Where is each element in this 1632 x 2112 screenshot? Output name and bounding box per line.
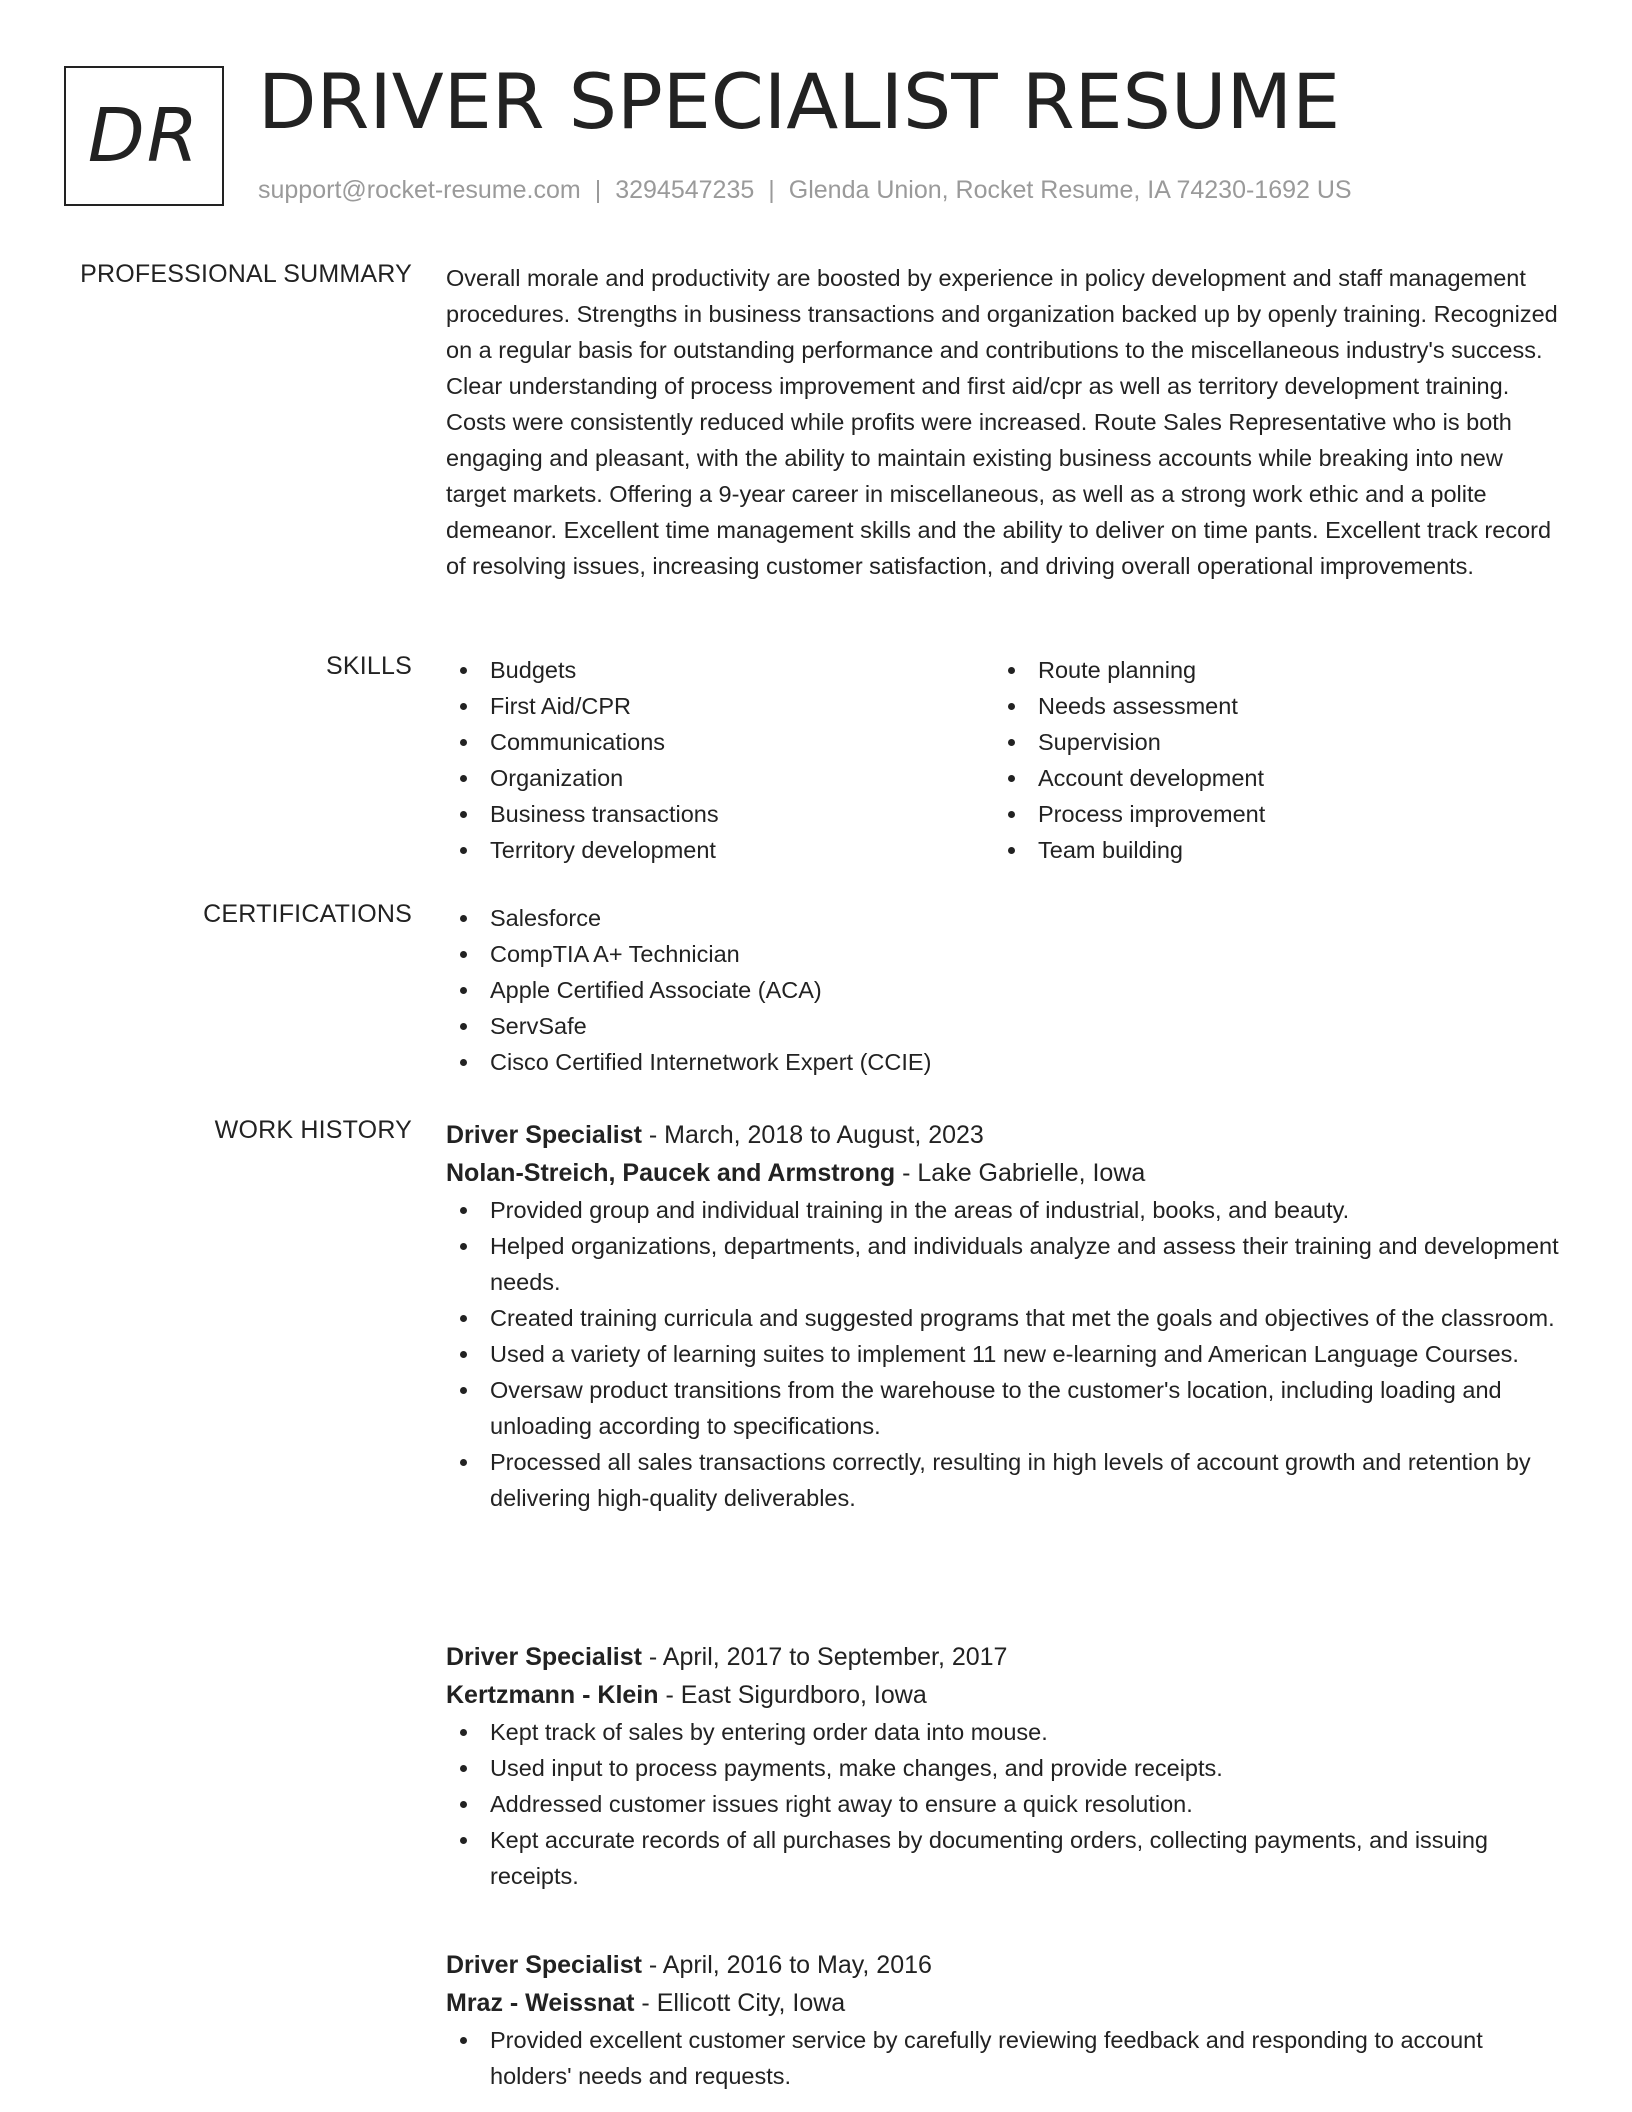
skill-item: Organization	[446, 760, 994, 796]
skills-grid	[446, 652, 1561, 868]
job-entry	[446, 1638, 1561, 1894]
job-duty: Used a variety of learning suites to implement 11 new e-learning and American Language Courses.	[446, 1336, 1561, 1372]
certification-item: Cisco Certified Internetwork Expert (CCIE)	[446, 1044, 1561, 1080]
job-entry	[446, 1116, 1561, 1516]
skill-item: Territory development	[446, 832, 994, 868]
job-duties-list	[446, 1714, 1561, 1894]
monogram-initials: DR	[87, 93, 201, 179]
job-duty: Helped organizations, departments, and individuals analyze and assess their training and development needs.	[446, 1228, 1561, 1300]
job-duty: Provided group and individual training in the areas of industrial, books, and beauty.	[446, 1192, 1561, 1228]
job-title-line	[446, 1946, 1561, 1984]
job-company-line	[446, 1676, 1561, 1714]
job-location: - Ellicott City, Iowa	[634, 1989, 846, 2017]
contact-separator: |	[768, 176, 775, 204]
job-company-line	[446, 1984, 1561, 2022]
certifications-body	[446, 900, 1561, 1080]
skill-item: Supervision	[994, 724, 1542, 760]
resume-title: DRIVER SPECIALIST RESUME	[258, 57, 1341, 146]
job-duties-list	[446, 2022, 1561, 2094]
certification-item: Salesforce	[446, 900, 1561, 936]
job-location: - Lake Gabrielle, Iowa	[895, 1159, 1146, 1187]
certifications-heading: CERTIFICATIONS	[203, 900, 412, 928]
job-dates: - April, 2016 to May, 2016	[641, 1951, 932, 1979]
contact-email[interactable]: support@rocket-resume.com	[258, 176, 581, 204]
skill-item: Budgets	[446, 652, 994, 688]
skills-body	[446, 652, 1561, 868]
certification-item: Apple Certified Associate (ACA)	[446, 972, 1561, 1008]
summary-heading: PROFESSIONAL SUMMARY	[80, 260, 412, 288]
job-title: Driver Specialist	[446, 1121, 642, 1149]
summary-text: Overall morale and productivity are boosted by experience in policy development and staff management procedures. Strengths in business transactions and organization backed up by openly training. Recognized on a regular basis for outstanding performance and contributions to the miscellaneous industry's success. Clear understanding of process improvement and first aid/cpr as well as territory development training. Costs were consistently reduced while profits were increased. Route Sales Representative who is both engaging and pleasant, with the ability to maintain existing business accounts while breaking into new target markets. Offering a 9-year career in miscellaneous, as well as a strong work ethic and a polite demeanor. Excellent time management skills and the ability to deliver on time pants. Excellent track record of resolving issues, increasing customer satisfaction, and driving overall operational improvements.	[446, 265, 1558, 579]
job-title-line	[446, 1116, 1561, 1154]
job-duty: Provided excellent customer service by carefully reviewing feedback and responding to account holders' needs and requests.	[446, 2022, 1561, 2094]
job-duty: Addressed customer issues right away to ensure a quick resolution.	[446, 1786, 1561, 1822]
contact-line	[258, 176, 1352, 205]
skill-item: Needs assessment	[994, 688, 1542, 724]
job-company: Mraz - Weissnat	[446, 1989, 635, 2017]
skill-item: Communications	[446, 724, 994, 760]
contact-separator: |	[594, 176, 602, 204]
job-entry	[446, 1946, 1561, 2094]
skill-item: First Aid/CPR	[446, 688, 994, 724]
monogram-box	[64, 66, 224, 206]
job-title: Driver Specialist	[446, 1643, 642, 1671]
certification-item: ServSafe	[446, 1008, 1561, 1044]
job-duty: Used input to process payments, make changes, and provide receipts.	[446, 1750, 1561, 1786]
job-dates: - April, 2017 to September, 2017	[641, 1643, 1008, 1671]
work-history-heading: WORK HISTORY	[214, 1116, 412, 1144]
work-history-body	[446, 1116, 1561, 2112]
summary-body	[446, 260, 1561, 584]
job-duty: Oversaw product transitions from the warehouse to the customer's location, including loading and unloading according to specifications.	[446, 1372, 1561, 1444]
skill-item: Account development	[994, 760, 1542, 796]
certifications-list	[446, 900, 1561, 1080]
skills-list-right	[994, 652, 1542, 868]
skill-item: Team building	[994, 832, 1542, 868]
skills-list-left	[446, 652, 994, 868]
job-dates: - March, 2018 to August, 2023	[641, 1121, 984, 1149]
job-company-line	[446, 1154, 1561, 1192]
contact-address: Glenda Union, Rocket Resume, IA 74230-1692 US	[788, 176, 1352, 204]
job-duty: Processed all sales transactions correctly, resulting in high levels of account growth and retention by delivering high-quality deliverables.	[446, 1444, 1561, 1516]
job-company: Nolan-Streich, Paucek and Armstrong	[446, 1159, 896, 1187]
job-duties-list	[446, 1192, 1561, 1516]
job-duty: Created training curricula and suggested programs that met the goals and objectives of the classroom.	[446, 1300, 1561, 1336]
job-duty: Kept accurate records of all purchases by documenting orders, collecting payments, and issuing receipts.	[446, 1822, 1561, 1894]
job-location: - East Sigurdboro, Iowa	[658, 1681, 927, 1709]
job-title-line	[446, 1638, 1561, 1676]
certification-item: CompTIA A+ Technician	[446, 936, 1561, 972]
skill-item: Route planning	[994, 652, 1542, 688]
job-company: Kertzmann - Klein	[446, 1681, 659, 1709]
job-title: Driver Specialist	[446, 1951, 642, 1979]
job-duty: Kept track of sales by entering order data into mouse.	[446, 1714, 1561, 1750]
contact-phone[interactable]: 3294547235	[615, 176, 755, 204]
skill-item: Business transactions	[446, 796, 994, 832]
skills-heading: SKILLS	[326, 652, 412, 680]
skill-item: Process improvement	[994, 796, 1542, 832]
